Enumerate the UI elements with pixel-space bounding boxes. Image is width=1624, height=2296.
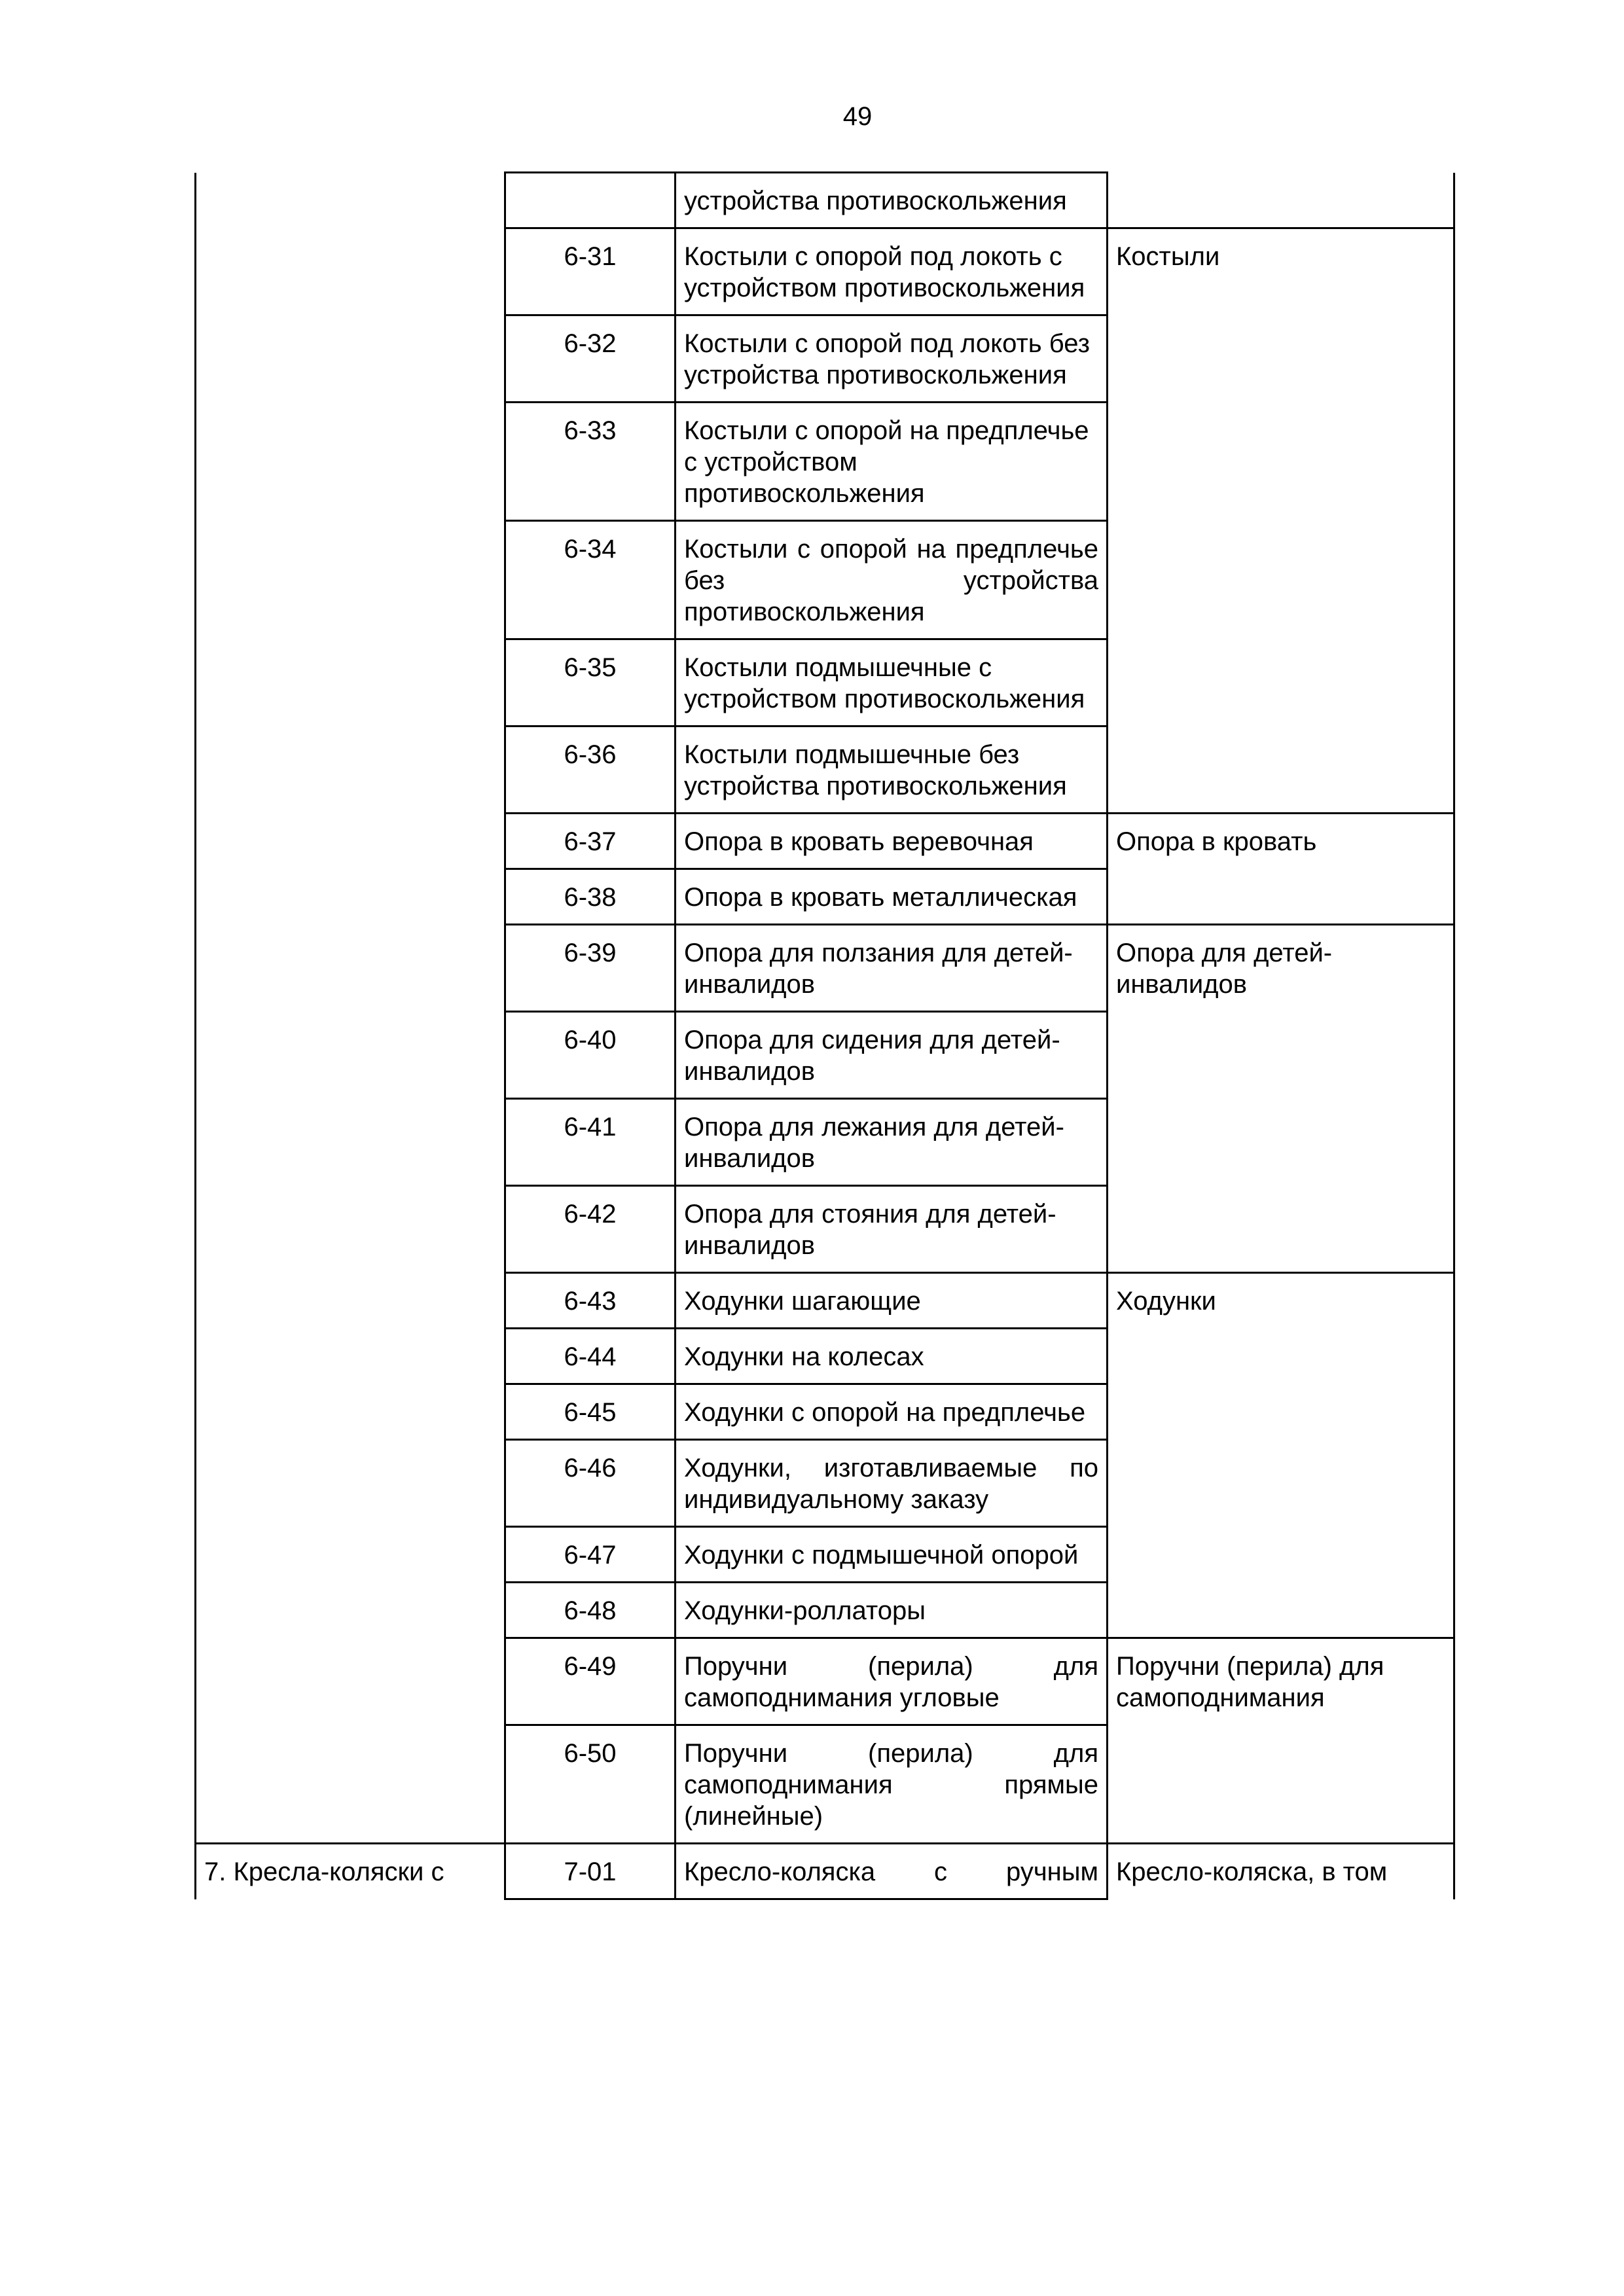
code-cell: 6-34: [505, 521, 676, 639]
name-cell: Опора для лежания для детей-инвалидов: [676, 1099, 1108, 1186]
name-cell: Костыли подмышечные с устройством противоскольжения: [676, 639, 1108, 726]
code-cell: 6-42: [505, 1186, 676, 1273]
name-cell: Поручни (перила) для самоподнимания угловые: [676, 1638, 1108, 1725]
name-cell: Ходунки шагающие: [676, 1273, 1108, 1329]
table-row: [196, 173, 1454, 228]
name-cell: Костыли с опорой под локоть без устройства противоскольжения: [676, 315, 1108, 403]
code-cell: 6-47: [505, 1527, 676, 1583]
code-cell: 6-49: [505, 1638, 676, 1725]
name-cell: Опора для сидения для детей-инвалидов: [676, 1012, 1108, 1099]
page-number: 49: [842, 102, 873, 131]
name-cell: Опора для ползания для детей-инвалидов: [676, 925, 1108, 1012]
code-cell: 6-50: [505, 1725, 676, 1844]
code-cell: 6-31: [505, 228, 676, 315]
category-cell: 7. Кресла-коляски с: [196, 1844, 505, 1899]
group-cell: Ходунки: [1108, 1273, 1454, 1638]
group-cell: [1108, 173, 1454, 228]
category-cell: [196, 173, 505, 1844]
name-cell: Опора в кровать металлическая: [676, 869, 1108, 925]
code-cell: 6-35: [505, 639, 676, 726]
code-cell: 6-38: [505, 869, 676, 925]
code-cell: [505, 173, 676, 228]
group-cell: Опора для детей-инвалидов: [1108, 925, 1454, 1273]
code-cell: 6-40: [505, 1012, 676, 1099]
code-cell: 6-44: [505, 1329, 676, 1384]
group-cell: Кресло-коляска, в том: [1108, 1844, 1454, 1899]
name-cell: Кресло-коляска с ручным: [676, 1844, 1108, 1899]
code-cell: 6-37: [505, 814, 676, 869]
name-cell: Костыли с опорой под локоть с устройством противоскольжения: [676, 228, 1108, 315]
code-cell: 6-39: [505, 925, 676, 1012]
code-cell: 6-33: [505, 403, 676, 521]
name-cell: Ходунки с подмышечной опорой: [676, 1527, 1108, 1583]
code-cell: 6-32: [505, 315, 676, 403]
name-cell: Поручни (перила) для самоподнимания прямые (линейные): [676, 1725, 1108, 1844]
name-cell: Ходунки на колесах: [676, 1329, 1108, 1384]
name-cell: Опора в кровать веревочная: [676, 814, 1108, 869]
name-cell: Костыли с опорой на предплечье с устройством противоскольжения: [676, 403, 1108, 521]
code-cell: 6-48: [505, 1583, 676, 1638]
name-cell: Ходунки, изготавливаемые по индивидуальному заказу: [676, 1440, 1108, 1527]
name-cell: Ходунки с опорой на предплечье: [676, 1384, 1108, 1440]
code-cell: 6-41: [505, 1099, 676, 1186]
code-cell: 6-43: [505, 1273, 676, 1329]
table-row: [196, 1844, 1454, 1899]
name-cell: Ходунки-роллаторы: [676, 1583, 1108, 1638]
rehab-means-table: [194, 171, 1455, 1900]
name-cell: устройства противоскольжения: [676, 173, 1108, 228]
name-cell: Костыли подмышечные без устройства противоскольжения: [676, 726, 1108, 814]
group-cell: Поручни (перила) для самоподнимания: [1108, 1638, 1454, 1844]
code-cell: 6-46: [505, 1440, 676, 1527]
group-cell: Опора в кровать: [1108, 814, 1454, 925]
name-cell: Костыли с опорой на предплечье без устройства противоскольжения: [676, 521, 1108, 639]
code-cell: 7-01: [505, 1844, 676, 1899]
group-cell: Костыли: [1108, 228, 1454, 814]
name-cell: Опора для стояния для детей-инвалидов: [676, 1186, 1108, 1273]
code-cell: 6-36: [505, 726, 676, 814]
code-cell: 6-45: [505, 1384, 676, 1440]
